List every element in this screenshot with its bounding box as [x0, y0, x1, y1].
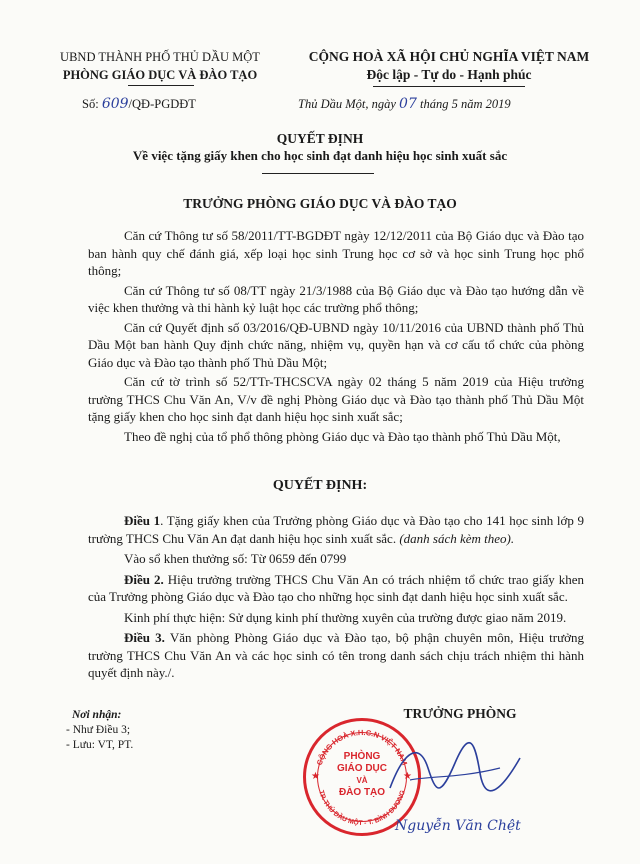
preamble [88, 227, 584, 447]
date-line: Thủ Dầu Một, ngày 07 tháng 5 năm 2019 [298, 96, 511, 112]
basis-recommendation: Theo đề nghị của tổ phổ thông phòng Giáo dục và Đào tạo thành phố Thủ Dầu Một, [124, 428, 561, 444]
document-subject: Về việc tặng giấy khen cho học sinh đạt danh hiệu học sinh xuất sắc [132, 148, 508, 163]
authority-title: TRƯỞNG PHÒNG GIÁO DỤC VÀ ĐÀO TẠO [183, 196, 457, 211]
seal-ring-bottom: TP. THỦ DẦU MỘT - T. BÌNH DƯƠNG [317, 789, 407, 828]
article-3-label: Điều 3. [124, 630, 165, 645]
basis-circular-08: Căn cứ Thông tư số 08/TT ngày 21/3/1988 của Bộ Giáo dục và Đào tạo hướng dẫn về việc khen thưởng và thi hành kỷ luật học các trường phổ thông; [88, 282, 584, 315]
recipients-label: Nơi nhận: [72, 709, 122, 721]
signer-title: TRƯỞNG PHÒNG [403, 706, 517, 721]
basis-circular-58: Căn cứ Thông tư số 58/2011/TT-BGDĐT ngày 12/12/2011 của Bộ Giáo dục và Đào tạo ban hành quy chế đánh giá, xếp loại học sinh Trung học cơ sở và học sinh Trung học phổ thông; [88, 228, 584, 278]
subject-underline [262, 173, 374, 174]
article-1-note: (danh sách kèm theo). [399, 530, 515, 546]
basis-proposal-52: Căn cứ tờ trình số 52/TTr-THCSCVA ngày 02 tháng 5 năm 2019 của Hiệu trưởng trường THCS Chu Văn An, V/v đề nghị Phòng Giáo dục và Đào tạo thành phố Thủ Dầu Một tặng giấy khen cho học sinh đạt danh hiệu học sinh xuất sắc; [88, 374, 584, 424]
handwritten-number: 609 [101, 96, 129, 112]
recipient-item: - Như Điều 3; [66, 724, 131, 736]
recipient-item: - Lưu: VT, PT. [66, 739, 134, 751]
issuer-underline [128, 85, 194, 86]
article-2: Điều 2. Hiệu trưởng trường THCS Chu Văn An có trách nhiệm tổ chức trao giấy khen của Trưởng phòng Giáo dục và Đào tạo cho những học sinh đạt danh hiệu học sinh xuất sắc. [88, 571, 584, 604]
signature-scribble [380, 738, 530, 808]
article-1: Điều 1. Tặng giấy khen của Trưởng phòng Giáo dục và Đào tạo cho 141 học sinh lớp 9 trường THCS Chu Văn An đạt danh hiệu học sinh xuất sắc. (danh sách kèm theo). [88, 513, 585, 546]
seal-star-icon: ★ [311, 771, 320, 782]
national-motto-block [278, 48, 620, 84]
seal-center-text: PHÒNG GIÁO DỤC VÀ ĐÀO TẠO [337, 751, 387, 798]
issuer-block [40, 48, 280, 84]
article-2-funding: Kinh phí thực hiện: Sử dụng kinh phí thường xuyên của trường được giao năm 2019. [124, 609, 567, 625]
article-1-label: Điều 1 [124, 513, 161, 528]
article-3: Điều 3. Văn phòng Phòng Giáo dục và Đào tạo, bộ phận chuyên môn, Hiệu trưởng trường THCS Chu Văn An và các học sinh có tên trong danh sách chịu trách nhiệm thi hành quyết định này./. [88, 630, 585, 680]
seal-ring-top: CỘNG HOÀ X.H.C.N VIỆT NAM [314, 727, 410, 767]
recipients-block [66, 708, 266, 753]
decision-heading: QUYẾT ĐỊNH: [272, 478, 368, 493]
article-2-label: Điều 2. [124, 571, 164, 587]
document-title: QUYẾT ĐỊNH [276, 131, 364, 146]
document-number: Số: 609/QĐ-PGDĐT [82, 96, 196, 112]
motto-underline [373, 86, 525, 87]
handwritten-day: 07 [399, 96, 417, 112]
basis-decision-03: Căn cứ Quyết định số 03/2016/QĐ-UBND ngày 10/11/2016 của UBND thành phố Thủ Dầu Một ban hành Quy định chức năng, nhiệm vụ, quyền hạn và cơ cấu tổ chức của phòng Giáo dục và Đào tạo thành phố Thủ Dầu Một; [88, 319, 584, 370]
articles [88, 512, 584, 684]
article-1-register: Vào sổ khen thưởng số: Từ 0659 đến 0799 [124, 551, 347, 566]
signer-name: Nguyễn Văn Chệt [395, 818, 521, 834]
country-name: CỘNG HOÀ XÃ HỘI CHỦ NGHĨA VIỆT NAM [308, 49, 590, 64]
seal-star-icon: ★ [403, 771, 412, 782]
motto: Độc lập - Tự do - Hạnh phúc [366, 67, 532, 82]
issuer-name: PHÒNG GIÁO DỤC VÀ ĐÀO TẠO [62, 68, 258, 82]
issuer-parent: UBND THÀNH PHỐ THỦ DẦU MỘT [60, 50, 260, 64]
